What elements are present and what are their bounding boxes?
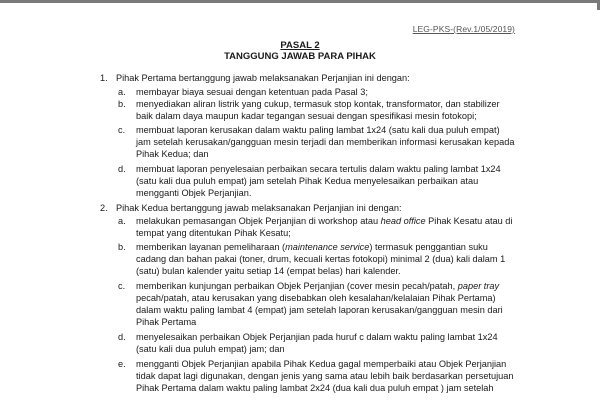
item-line: dalam waktu paling lambat 4 (empat) jam setelah laporan kerusakan/gangguan mesin dari <box>136 305 503 315</box>
section-number: 1. <box>100 73 108 83</box>
item-line: mengganti Objek Perjanjian. <box>136 188 252 198</box>
section-intro: Pihak Pertama bertanggung jawab melaksanakan Perjanjian ini dengan: <box>116 73 410 83</box>
pasal-heading: TANGGUNG JAWAB PARA PIHAK <box>224 51 376 62</box>
item-line: memberikan kunjungan perbaikan Objek Perjanjian (cover mesin pecah/patah, paper tray <box>136 281 500 291</box>
item-line: menyediakan aliran listrik yang cukup, termasuk stop kontak, transformator, dan stabilizer <box>136 99 500 109</box>
item-letter: b. <box>118 99 126 109</box>
item-line: mengganti Objek Perjanjian apabila Pihak Kedua gagal memperbaiki atau Objek Perjanjian <box>136 359 507 369</box>
item-line: cadang dan bahan pakai (toner, drum, kecuali kertas fotokopi) minimal 2 (dua) kali dalam 1 <box>136 254 506 264</box>
window-top-border <box>0 0 600 3</box>
item-line: membuat laporan penyelesaian perbaikan secara tertulis dalam waktu paling lambat 1x24 <box>136 164 501 174</box>
section-number: 2. <box>100 203 108 213</box>
item-line: membayar biaya sesuai dengan ketentuan pada Pasal 3; <box>136 87 368 97</box>
item-line: menyelesaikan perbaikan Objek Perjanjian pada huruf c dalam waktu paling lambat 1x24 <box>136 332 498 342</box>
item-letter: d. <box>118 332 126 342</box>
item-letter: d. <box>118 164 126 174</box>
pasal-number: PASAL 2 <box>280 40 320 51</box>
item-line: (satu kali dua puluh empat) jam; dan <box>136 344 285 354</box>
section-intro: Pihak Kedua bertanggung jawab melaksanakan Perjanjian ini dengan: <box>116 203 402 213</box>
item-letter: a. <box>118 216 126 226</box>
item-line: pecah/patah, atau kerusakan yang disebabkan oleh kesalahan/kelalaian Pihak Pertama) <box>136 293 496 303</box>
item-line: (satu) bulan kalender yaitu setiap 14 (empat belas) hari kalender. <box>136 266 401 276</box>
item-line: baik dalam daya maupun kadar tegangan sesuai dengan spesifikasi mesin fotokopi; <box>136 111 477 121</box>
item-letter: e. <box>118 359 126 369</box>
item-line: Pihak Pertama <box>136 317 197 327</box>
item-line: (satu kali dua puluh empat) jam setelah Pihak Kedua menyelesaikan perbaikan atau <box>136 176 479 186</box>
item-letter: a. <box>118 87 126 97</box>
item-line: jam setelah kerusakan/gangguan mesin terjadi dan memberikan informasi kerusakan kepada <box>136 137 515 147</box>
item-line: membuat laporan kerusakan dalam waktu paling lambat 1x24 (satu kali dua puluh empat) <box>136 125 500 135</box>
item-line: Pihak Pertama dalam waktu paling lambat 2x24 (dua kali dua puluh empat ) jam setelah <box>136 383 494 393</box>
item-line: melakukan pemasangan Objek Perjanjian di workshop atau head office Pihak Kesatu atau di <box>136 216 513 226</box>
item-line: Pihak Kedua; dan <box>136 149 209 159</box>
item-letter: c. <box>118 125 126 135</box>
item-line: memberikan layanan pemeliharaan (maintenance service) termasuk penggantian suku <box>136 242 488 252</box>
item-line: tidak dapat lagi digunakan, dengan jenis yang sama atau lebih baik berdasarkan persetujuan <box>136 371 514 381</box>
item-letter: c. <box>118 281 126 291</box>
item-letter: b. <box>118 242 126 252</box>
item-line: tempat yang ditentukan Pihak Kesatu; <box>136 228 291 238</box>
document-code: LEG-PKS-(Rev.1/05/2019) <box>412 24 515 34</box>
